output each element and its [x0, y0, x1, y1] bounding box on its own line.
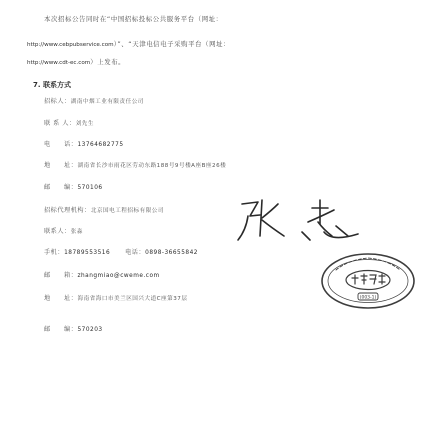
agency-contact-value: 张淼: [70, 229, 83, 235]
address-value: 湖南省长沙市雨花区劳动东路188号9号楼A座B座26楼: [77, 163, 227, 169]
tenderer-value: 湖南中烟工业有限责任公司: [70, 99, 144, 105]
agency-phone-row: [44, 250, 198, 257]
section-title: 7. 联系方式: [33, 81, 71, 89]
agency-postcode-label: 邮 编：: [44, 326, 78, 333]
agency-mobile-label: 手机：: [44, 249, 65, 256]
intro-line-2: [27, 33, 230, 49]
tenderer-row: [44, 99, 144, 106]
contact-person-label: 联 系 人：: [44, 120, 76, 127]
agency-row: [44, 208, 164, 215]
handwritten-signature: [228, 196, 368, 246]
agency-tel-value: 0898-36655842: [145, 250, 198, 256]
agency-email-label: 邮 箱：: [44, 272, 78, 279]
agency-label: 招标代理机构：: [44, 207, 91, 214]
phone-value: 13764682775: [77, 142, 124, 148]
agency-email-value[interactable]: zhangmiao@cweme.com: [77, 273, 160, 279]
cdt-ec-url-link[interactable]: http://www.cdt-ec.com: [27, 60, 91, 66]
address-label: 地 址：: [44, 162, 78, 169]
tenderer-label: 招标人：: [44, 98, 71, 105]
intro-line-2-rest: ）”、“天津电信电子采购平台（网址：: [113, 40, 231, 48]
intro-line-1: 本次招标公告同时在“中国招标投标公共服务平台（网址：: [44, 15, 223, 23]
phone-label: 电 话：: [44, 141, 78, 148]
address-row: [44, 163, 226, 170]
agency-tel-label: 电话：: [125, 249, 146, 256]
intro-line-3-rest: ）上发布。: [90, 58, 126, 66]
intro-line-3: [27, 51, 125, 67]
seal-code-text: (003-1): [359, 295, 377, 301]
agency-email-row: [44, 273, 160, 280]
contact-person-value: 刘先生: [75, 121, 94, 127]
seal-center-oval: [346, 271, 390, 290]
agency-contact-row: [44, 229, 83, 236]
agency-mobile-value: 18789553516: [64, 250, 111, 256]
cebpub-url-link[interactable]: http://www.cebpubservice.com: [27, 42, 114, 48]
postcode-row: [44, 185, 103, 192]
agency-value: 北京国电工程招标有限公司: [90, 208, 164, 214]
agency-postcode-value: 570203: [77, 327, 103, 333]
phone-row: [44, 142, 124, 149]
agency-contact-label: 联系人：: [44, 228, 71, 235]
contact-person-row: [44, 121, 94, 128]
agency-address-value: 海南省海口市美兰区国兴大道C座第37层: [77, 296, 188, 302]
agency-address-row: [44, 296, 187, 303]
agency-postcode-row: [44, 327, 103, 334]
postcode-value: 570106: [77, 185, 103, 191]
postcode-label: 邮 编：: [44, 184, 78, 191]
agency-address-label: 地 址：: [44, 295, 78, 302]
company-seal: [318, 250, 418, 312]
